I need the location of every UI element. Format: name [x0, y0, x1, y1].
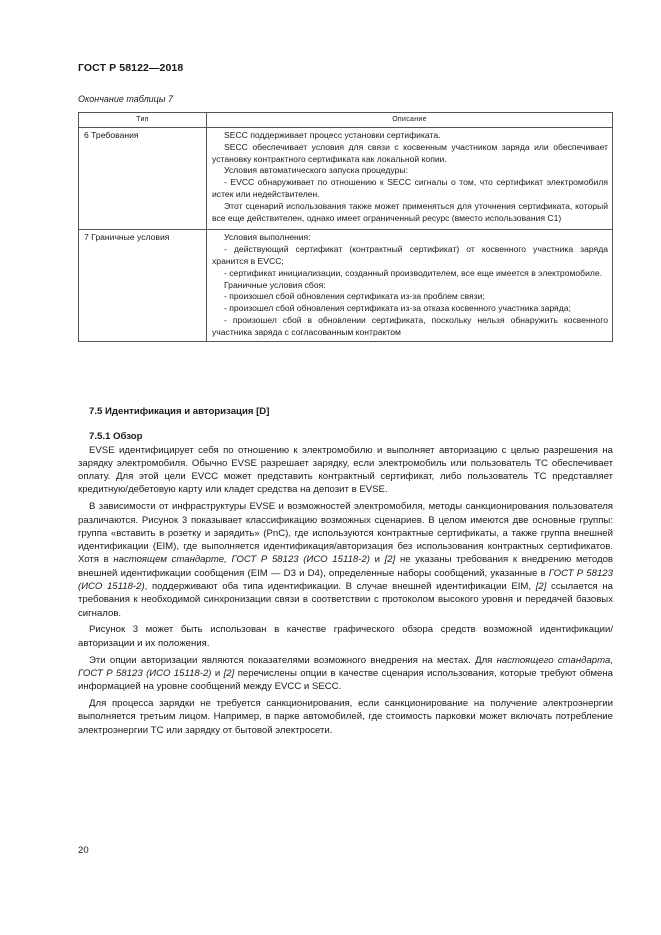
page-number: 20: [78, 845, 89, 856]
section-heading: 7.5 Идентификация и авторизация [D]: [89, 406, 270, 417]
row-description-cell: [207, 230, 613, 341]
description-line: Этот сценарий использования также может применяться для уточнения сертификата, который все еще действителен, однако имеет ограниченный ресурс (вместо использования C1): [212, 200, 608, 223]
row-description-cell: [207, 128, 613, 230]
subsection-heading: 7.5.1 Обзор: [89, 431, 143, 443]
description-line: - произошел сбой обновления сертификата из-за отказа косвенного участника заряда;: [224, 303, 571, 314]
column-header-type: Тип: [79, 113, 207, 128]
description-line: SECC обеспечивает условия для связи с косвенным участником заряда или обеспечивает установку контрактного сертификата как локальной копии.: [212, 141, 608, 164]
table-row: [79, 230, 613, 341]
description-line: - действующий сертификат (контрактный сертификат) от косвенного участника заряда хранится в EVCC;: [212, 244, 608, 266]
paragraph: Рисунок 3 может быть использован в качестве графического обзора средств возможной идентификации/авторизации и их положения.: [78, 624, 613, 649]
description-line: - EVCC обнаруживает по отношению к SECC сигналы о том, что сертификат электромобиля истек или недействителен.: [212, 177, 608, 199]
description-line: Граничные условия сбоя:: [224, 279, 326, 290]
description-line: Условия автоматического запуска процедуры:: [224, 165, 408, 176]
paragraph: EVSE идентифицирует себя по отношению к электромобилю и выполняет авторизацию с целью разрешения на зарядку электромобиля. Обычно EVSE разрешает зарядку, если электромобиль или пользователь ТС обеспечивает оплату. Для этой цели EVCC может представить контрактный сертификат, либо пользователь ТС представляет кредитную/дебетовую карту или кладет средства на депозит в EVSE.: [78, 444, 613, 496]
paragraph: Для процесса зарядки не требуется санкционирования, если санкционирование на получение электроэнергии выполняется третьим лицом. Например, в парке автомобилей, где стоимость парковки может включать потребление электроэнергии ТС или зарядку от бытовой электросети.: [78, 697, 613, 736]
description-line: - произошел сбой обновления сертификата из-за проблем связи;: [224, 291, 485, 302]
description-line: SECC поддерживает процесс установки сертификата.: [224, 130, 441, 140]
row-type-cell: 7 Граничные условия: [79, 230, 207, 341]
description-line: - сертификат инициализации, созданный производителем, все еще имеется в электромобиле.: [224, 267, 603, 278]
table-caption: Окончание таблицы 7: [78, 94, 173, 104]
table-header-row: [79, 113, 613, 128]
row-type-cell: 6 Требования: [79, 128, 207, 230]
table-row: [79, 128, 613, 230]
description-line: Условия выполнения:: [224, 232, 311, 243]
document-header: ГОСТ Р 58122—2018: [78, 62, 184, 74]
paragraph: Эти опции авторизации являются показателями возможного внедрения на местах. Для настоящего стандарта, ГОСТ Р 58123 (ИСО 15118-2) и [2] перечислены опции в качестве сценария использования, которые требуют обмена информацией на уровне сообщений между EVCC и SECC.: [78, 654, 614, 693]
description-line: - произошел сбой в обновлении сертификата, поскольку нельзя обнаружить косвенного участника заряда с согласованным контрактом: [212, 314, 608, 337]
column-header-description: Описание: [207, 113, 613, 128]
requirements-table: [78, 112, 613, 342]
paragraph: В зависимости от инфраструктуры EVSE и возможностей электромобиля, методы санкционирования пользователя различаются. Рисунок 3 показывает классификацию возможных сценариев. В целом имеются две основные группы: группа «вставить в розетку и зарядить» (PnC), где используются контрактные сертификаты, а также группа внешней идентификации (EIM), где выполняется идентификация/авторизация без использования контрактных сертификатов. Хотя в настоящем стандарте, ГОСТ Р 58123 (ИСО 15118-2) и [2] не указаны требования к внедрению методов внешней идентификации сообщения (EIM — D3 и D4), определенные наборы сообщений, указанные в ГОСТ Р 58123 (ИСО 15118-2), поддерживают оба типа идентификации. В случае внешней идентификации EIM, [2] ссылается на требования к необходимой синхронизации связи в соответствии с протоколом высокого уровня и передачей базовых сигналов.: [78, 501, 614, 619]
section-identification: [78, 405, 613, 740]
